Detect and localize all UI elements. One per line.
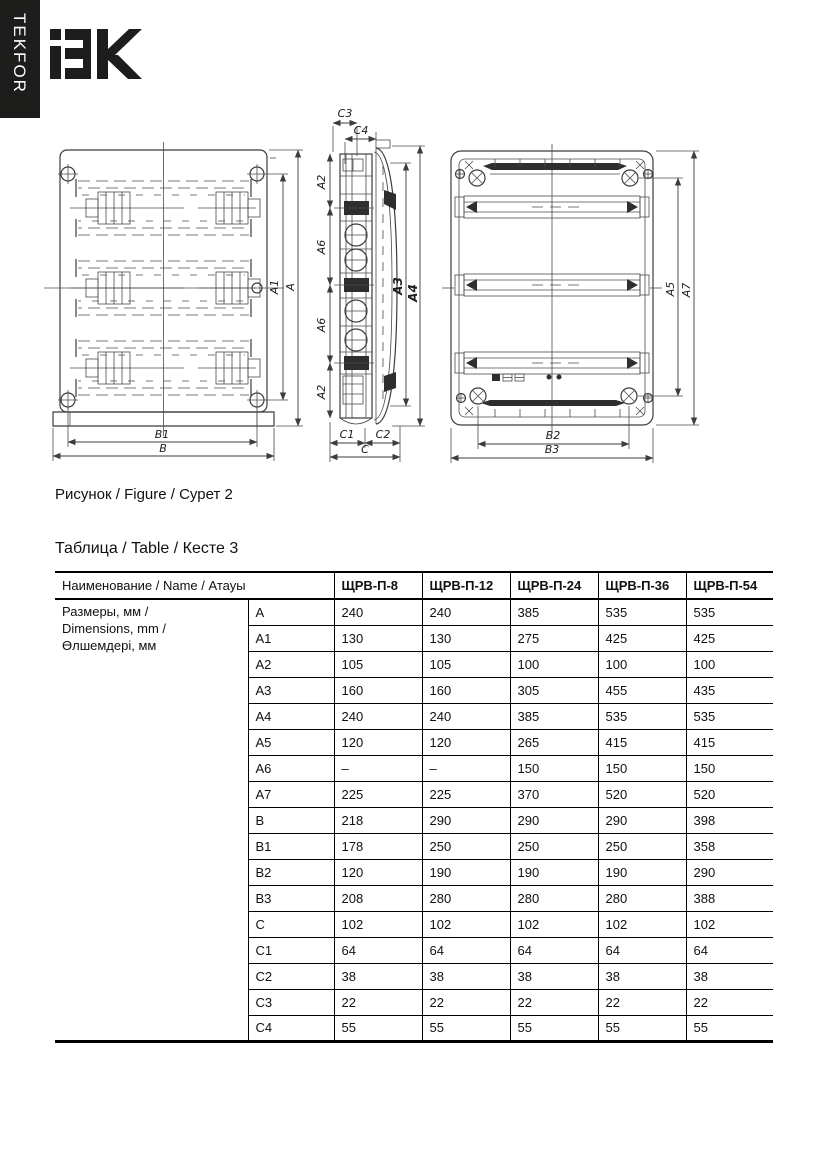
value-cell: 38 <box>510 963 598 989</box>
value-cell: 55 <box>422 1015 510 1041</box>
value-cell: 290 <box>422 807 510 833</box>
value-cell: 150 <box>686 755 773 781</box>
value-cell: 64 <box>334 937 422 963</box>
dim-label-c2: C2 <box>375 428 391 441</box>
figure-caption: Рисунок / Figure / Сурет 2 <box>55 486 233 503</box>
table-header-model: ЩРВ-П-24 <box>510 572 598 599</box>
value-cell: 435 <box>686 677 773 703</box>
value-cell: 415 <box>598 729 686 755</box>
value-cell: 102 <box>334 911 422 937</box>
value-cell: 102 <box>598 911 686 937</box>
value-cell: 280 <box>598 885 686 911</box>
value-cell: 425 <box>686 625 773 651</box>
param-cell: C4 <box>248 1015 334 1041</box>
value-cell: 64 <box>510 937 598 963</box>
screw-icon <box>456 161 653 415</box>
value-cell: 425 <box>598 625 686 651</box>
value-cell: 240 <box>422 599 510 625</box>
value-cell: 22 <box>686 989 773 1015</box>
value-cell: 22 <box>510 989 598 1015</box>
dim-label-a3: A3 <box>391 277 405 295</box>
tekfor-label: TEKFOR <box>10 13 29 94</box>
value-cell: 535 <box>686 599 773 625</box>
value-cell: 190 <box>510 859 598 885</box>
rear-view <box>442 144 699 463</box>
value-cell: 280 <box>510 885 598 911</box>
value-cell: 250 <box>510 833 598 859</box>
table-header-model: ЩРВ-П-12 <box>422 572 510 599</box>
value-cell: 64 <box>422 937 510 963</box>
value-cell: 398 <box>686 807 773 833</box>
value-cell: 150 <box>598 755 686 781</box>
value-cell: 64 <box>598 937 686 963</box>
value-cell: 160 <box>334 677 422 703</box>
side-view <box>315 107 425 462</box>
dim-label-a: A <box>284 283 297 291</box>
value-cell: 120 <box>334 859 422 885</box>
value-cell: 455 <box>598 677 686 703</box>
value-cell: 130 <box>334 625 422 651</box>
value-cell: – <box>422 755 510 781</box>
value-cell: 190 <box>598 859 686 885</box>
value-cell: 38 <box>686 963 773 989</box>
value-cell: 240 <box>334 703 422 729</box>
param-cell: C <box>248 911 334 937</box>
value-cell: 275 <box>510 625 598 651</box>
value-cell: 100 <box>686 651 773 677</box>
value-cell: 22 <box>598 989 686 1015</box>
value-cell: 358 <box>686 833 773 859</box>
dim-label-a7: A7 <box>680 282 693 298</box>
value-cell: 22 <box>334 989 422 1015</box>
dim-label-a6-upper: A6 <box>315 239 328 255</box>
value-cell: 160 <box>422 677 510 703</box>
value-cell: 385 <box>510 703 598 729</box>
param-cell: A <box>248 599 334 625</box>
dim-label-b1: B1 <box>154 428 170 441</box>
value-cell: 55 <box>334 1015 422 1041</box>
value-cell: 55 <box>598 1015 686 1041</box>
value-cell: 208 <box>334 885 422 911</box>
param-cell: B2 <box>248 859 334 885</box>
dim-label-b3: B3 <box>544 443 560 456</box>
value-cell: 64 <box>686 937 773 963</box>
param-cell: C2 <box>248 963 334 989</box>
param-cell: B1 <box>248 833 334 859</box>
value-cell: 120 <box>422 729 510 755</box>
param-cell: C3 <box>248 989 334 1015</box>
value-cell: 305 <box>510 677 598 703</box>
dim-label-c4: C4 <box>353 124 369 137</box>
param-cell: A7 <box>248 781 334 807</box>
dim-label-a2-bottom: A2 <box>315 384 328 400</box>
moulded-stamp <box>492 374 562 381</box>
table-header-model: ЩРВ-П-8 <box>334 572 422 599</box>
figure-2-drawing <box>40 106 760 478</box>
dim-label-b: B <box>159 442 167 455</box>
value-cell: 415 <box>686 729 773 755</box>
param-cell: C1 <box>248 937 334 963</box>
param-cell: A6 <box>248 755 334 781</box>
dim-label-c1: C1 <box>339 428 355 441</box>
value-cell: 520 <box>598 781 686 807</box>
table-header-model: ЩРВ-П-36 <box>598 572 686 599</box>
value-cell: 240 <box>422 703 510 729</box>
value-cell: 190 <box>422 859 510 885</box>
value-cell: 290 <box>598 807 686 833</box>
value-cell: 250 <box>598 833 686 859</box>
value-cell: 520 <box>686 781 773 807</box>
value-cell: 265 <box>510 729 598 755</box>
table-row <box>55 599 773 625</box>
value-cell: 535 <box>686 703 773 729</box>
value-cell: 102 <box>422 911 510 937</box>
dim-label-a6-lower: A6 <box>315 317 328 333</box>
table-header-name: Наименование / Name / Атауы <box>55 572 334 599</box>
value-cell: 38 <box>422 963 510 989</box>
param-cell: B3 <box>248 885 334 911</box>
value-cell: 105 <box>422 651 510 677</box>
value-cell: 250 <box>422 833 510 859</box>
value-cell: 280 <box>422 885 510 911</box>
value-cell: 102 <box>510 911 598 937</box>
dim-label-c: C <box>361 443 369 456</box>
dim-label-a2-top: A2 <box>315 174 328 190</box>
value-cell: 225 <box>334 781 422 807</box>
value-cell: 38 <box>334 963 422 989</box>
value-cell: 218 <box>334 807 422 833</box>
value-cell: 225 <box>422 781 510 807</box>
param-cell: A2 <box>248 651 334 677</box>
value-cell: 102 <box>686 911 773 937</box>
dimensions-table <box>55 571 773 1043</box>
value-cell: 385 <box>510 599 598 625</box>
value-cell: 535 <box>598 703 686 729</box>
value-cell: 100 <box>598 651 686 677</box>
value-cell: 388 <box>686 885 773 911</box>
value-cell: 100 <box>510 651 598 677</box>
front-view <box>44 142 303 461</box>
param-cell: A4 <box>248 703 334 729</box>
value-cell: 290 <box>510 807 598 833</box>
table-header-model: ЩРВ-П-54 <box>686 572 773 599</box>
param-cell: B <box>248 807 334 833</box>
value-cell: 120 <box>334 729 422 755</box>
value-cell: 22 <box>422 989 510 1015</box>
table-header-row <box>55 572 773 599</box>
dim-label-c3: C3 <box>337 107 353 120</box>
dim-label-a4: A4 <box>406 284 420 302</box>
dim-label-a5: A5 <box>664 281 677 297</box>
value-cell: 178 <box>334 833 422 859</box>
param-cell: A1 <box>248 625 334 651</box>
dim-label-a1: A1 <box>268 279 281 295</box>
value-cell: 55 <box>510 1015 598 1041</box>
value-cell: – <box>334 755 422 781</box>
value-cell: 535 <box>598 599 686 625</box>
value-cell: 105 <box>334 651 422 677</box>
value-cell: 55 <box>693 1020 708 1035</box>
value-cell: 130 <box>422 625 510 651</box>
value-cell: 150 <box>510 755 598 781</box>
value-cell: 38 <box>598 963 686 989</box>
param-cell: A3 <box>248 677 334 703</box>
iek-logo <box>50 29 142 79</box>
screw-icon <box>58 158 276 410</box>
tekfor-edge-tab <box>0 0 40 118</box>
table-title: Таблица / Table / Кесте 3 <box>55 540 239 557</box>
value-cell: 240 <box>334 599 422 625</box>
param-cell: A5 <box>248 729 334 755</box>
value-cell: 290 <box>686 859 773 885</box>
table-group-label: Размеры, мм / Dimensions, mm / Өлшемдері, мм <box>55 599 248 1041</box>
dim-label-b2: B2 <box>545 429 561 442</box>
value-cell: 370 <box>510 781 598 807</box>
